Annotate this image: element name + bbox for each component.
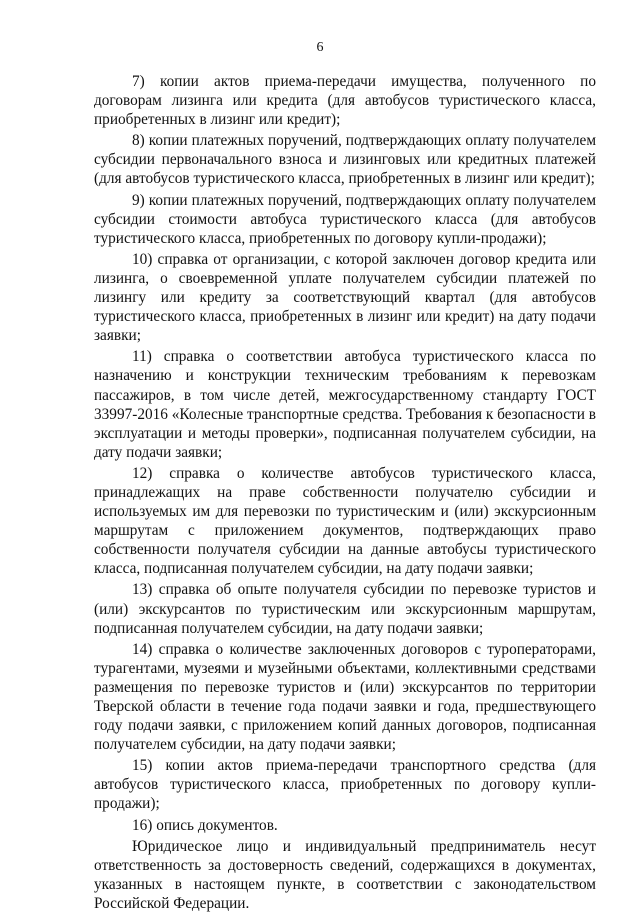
paragraph-item-7: 7) копии актов приема-передачи имущества, полученного по договорам лизинга или кредита (для автобусов туристического класса, приобретенных в лизинг или кредит); xyxy=(94,73,596,129)
paragraph-item-14: 14) справка о количестве заключенных договоров с туроператорами, турагентами, музеями и музейными объектами, коллективными средствами размещения по перевозке туристов и (или) экскурсантов по территории Тверской области в течение года подачи заявки и года, предшествующего году подачи заявки, с приложением копий данных договоров, подписанная получателем субсидии, на дату подачи заявки; xyxy=(94,640,596,754)
paragraph-item-10: 10) справка от организации, с которой заключен договор кредита или лизинга, о своевременной уплате получателем субсидии платежей по лизингу или кредиту за соответствующий квартал (для автобусов туристического класса, приобретенных в лизинг или кредит) на дату подачи заявки; xyxy=(94,250,596,345)
document-body xyxy=(94,72,596,915)
page-number: 6 xyxy=(316,40,324,55)
paragraph-item-9: 9) копии платежных поручений, подтверждающих оплату получателем субсидии стоимости автобуса туристического класса (для автобусов туристического класса, приобретенных по договору купли-продажи); xyxy=(94,191,596,247)
paragraph-item-13: 13) справка об опыте получателя субсидии по перевозке туристов и (или) экскурсантов по туристическим или экскурсионным маршрутам, подписанная получателем субсидии, на дату подачи заявки; xyxy=(94,581,596,637)
paragraph-item-11: 11) справка о соответствии автобуса туристического класса по назначению и конструкции техническим требованиям к перевозкам пассажиров, в том числе детей, межгосударственному стандарту ГОСТ 33997-2016 «Колесные транспортные средства. Требования к безопасности в эксплуатации и методы проверки», подписанная получателем субсидии, на дату подачи заявки; xyxy=(94,348,596,461)
paragraph-item-15: 15) копии актов приема-передачи транспортного средства (для автобусов туристического класса, приобретенных по договору купли-продажи); xyxy=(94,757,596,813)
responsibility-paragraph: Юридическое лицо и индивидуальный предприниматель несут ответственность за достоверность сведений, содержащихся в документах, указанных в настоящем пункте, в соответствии с законодательством Российской Федерации. xyxy=(94,837,596,912)
paragraph-item-8: 8) копии платежных поручений, подтверждающих оплату получателем субсидии первоначального взноса и лизинговых или кредитных платежей (для автобусов туристического класса, приобретенных в лизинг или кредит); xyxy=(94,132,596,188)
paragraph-item-12: 12) справка о количестве автобусов туристического класса, принадлежащих на праве собственности получателю субсидии и используемых им для перевозки по туристическим и (или) экскурсионным маршрутам с приложением документов, подтверждающих право собственности получателя субсидии на данные автобусы туристического класса, подписанная получателем субсидии, на дату подачи заявки; xyxy=(94,464,596,578)
paragraph-item-16: 16) опись документов. xyxy=(132,816,278,834)
